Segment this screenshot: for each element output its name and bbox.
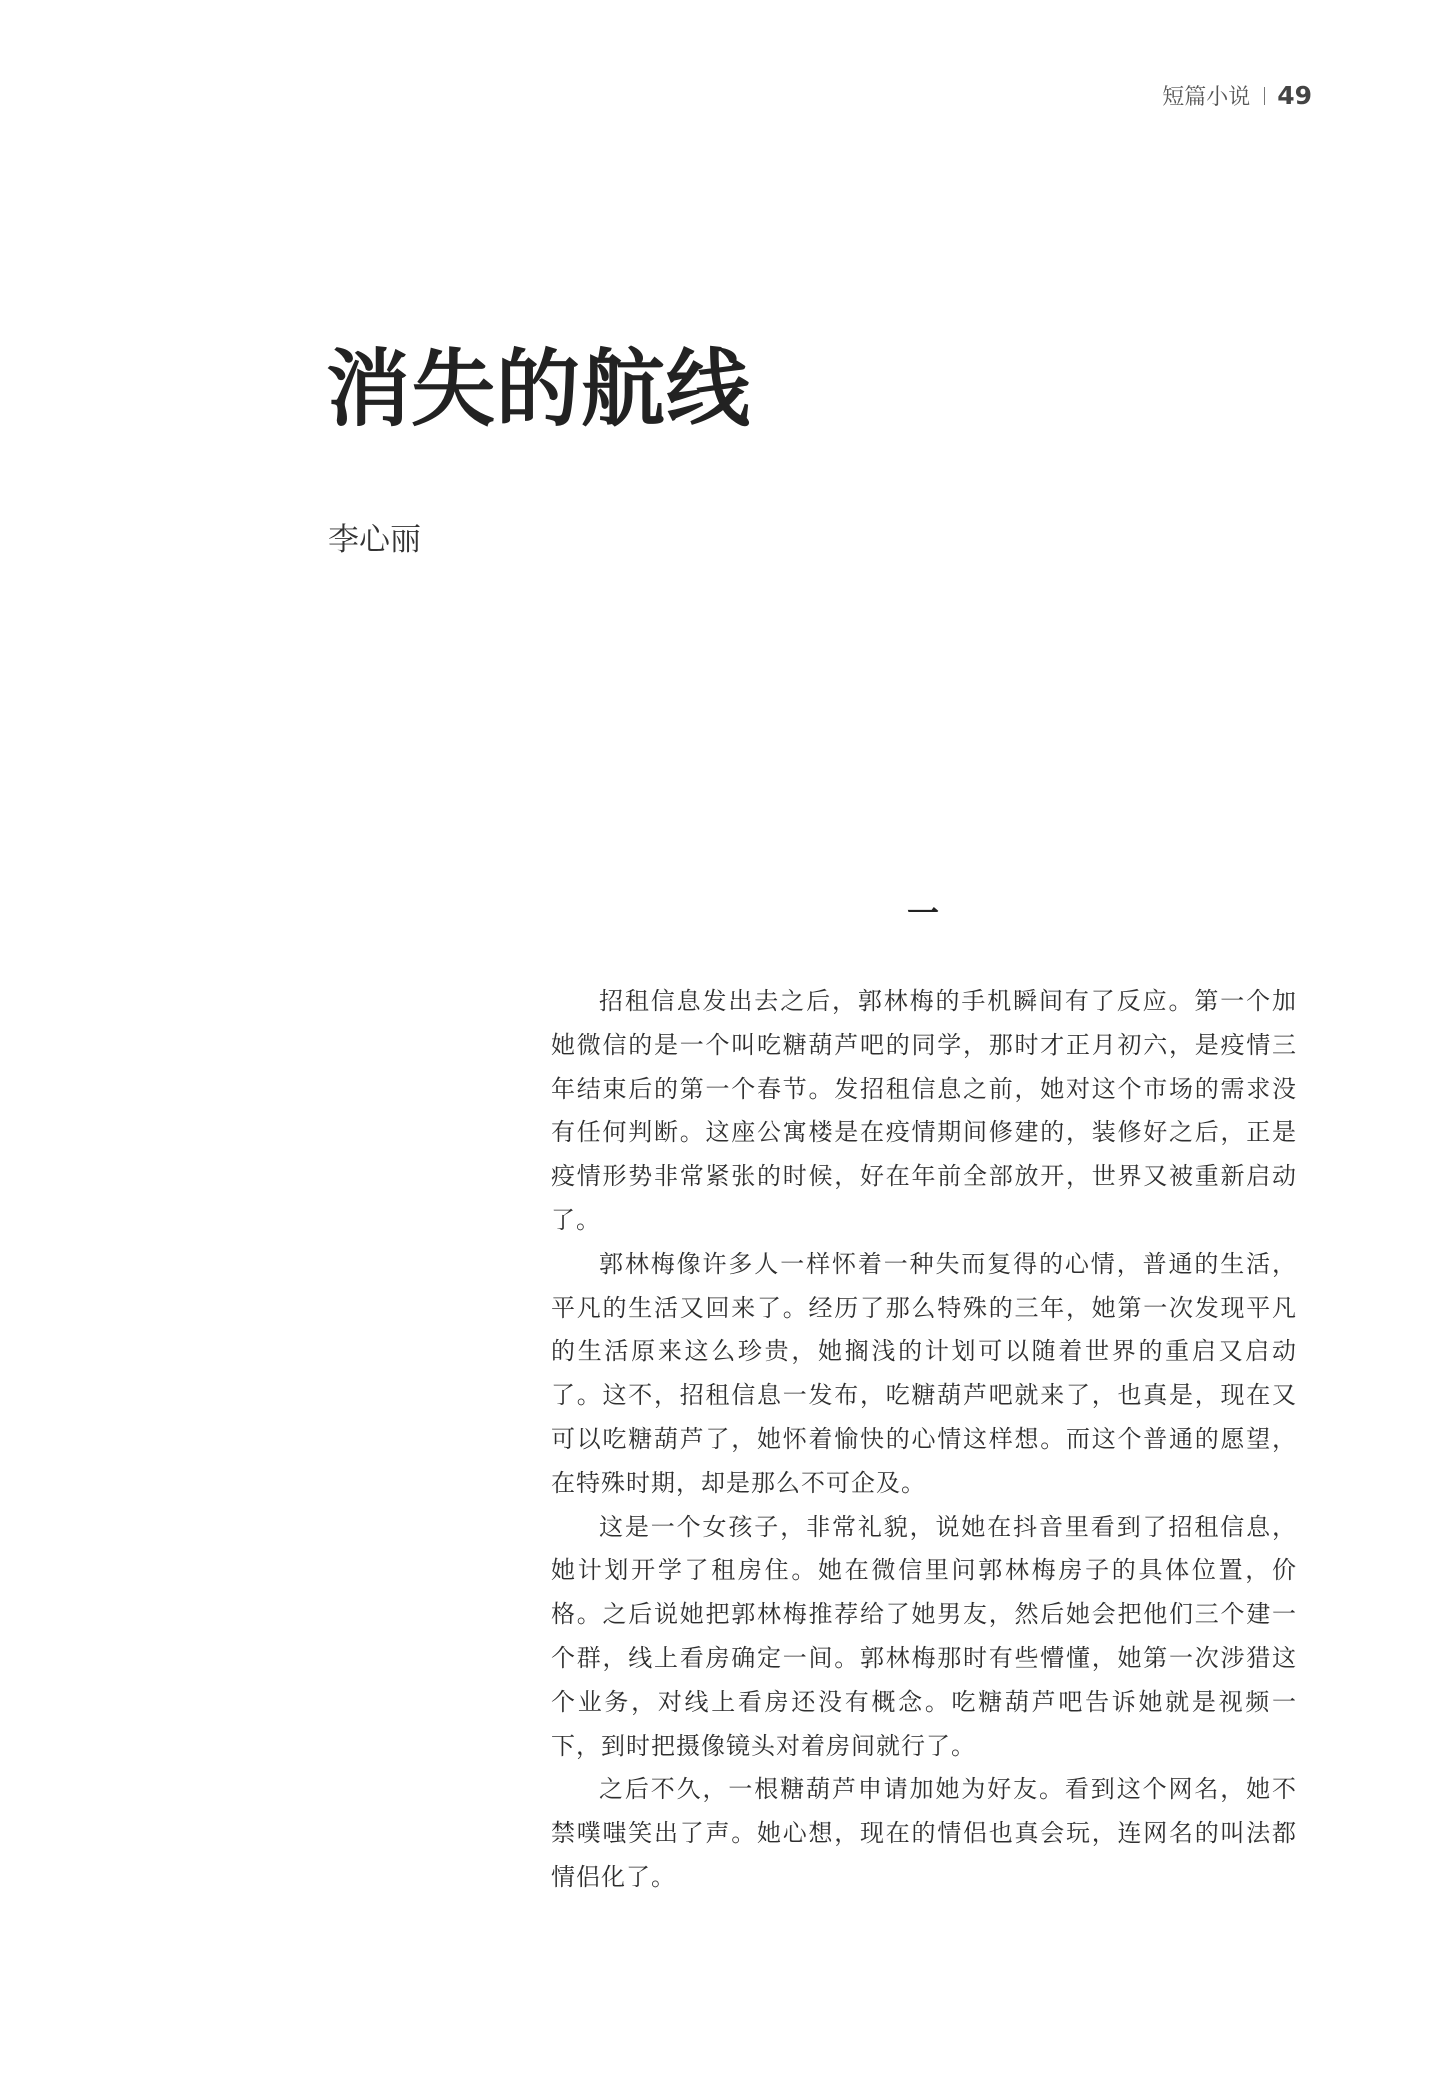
running-head — [1162, 80, 1312, 111]
paragraph: 之后不久，一根糖葫芦申请加她为好友。看到这个网名，她不禁噗嗤笑出了声。她心想，现在的情侣也真会玩，连网名的叫法都情侣化了。 — [551, 1775, 1297, 1891]
article-body — [551, 980, 1297, 1900]
header-divider — [1264, 87, 1265, 105]
author-name: 李心丽 — [328, 522, 421, 558]
paragraph: 这是一个女孩子，非常礼貌，说她在抖音里看到了招租信息，她计划开学了租房住。她在微信里问郭林梅房子的具体位置，价格。之后说她把郭林梅推荐给了她男友，然后她会把他们三个建一个群，线上看房确定一间。郭林梅那时有些懵懂，她第一次涉猎这个业务，对线上看房还没有概念。吃糖葫芦吧告诉她就是视频一下，到时把摄像镜头对着房间就行了。 — [551, 1512, 1297, 1760]
story-title: 消失的航线 — [326, 339, 752, 438]
section-label: 短篇小说 — [1162, 85, 1251, 110]
paragraph: 招租信息发出去之后，郭林梅的手机瞬间有了反应。第一个加她微信的是一个叫吃糖葫芦吧的同学，那时才正月初六，是疫情三年结束后的第一个春节。发招租信息之前，她对这个市场的需求没有任何判断。这座公寓楼是在疫情期间修建的，装修好之后，正是疫情形势非常紧张的时候，好在年前全部放开，世界又被重新启动了。 — [551, 987, 1297, 1234]
section-number: 一 — [907, 894, 940, 932]
paragraph: 郭林梅像许多人一样怀着一种失而复得的心情，普通的生活，平凡的生活又回来了。经历了那么特殊的三年，她第一次发现平凡的生活原来这么珍贵，她搁浅的计划可以随着世界的重启又启动了。这不，招租信息一发布，吃糖葫芦吧就来了，也真是，现在又可以吃糖葫芦了，她怀着愉快的心情这样想。而这个普通的愿望，在特殊时期，却是那么不可企及。 — [551, 1249, 1297, 1497]
page-number: 49 — [1277, 81, 1312, 110]
